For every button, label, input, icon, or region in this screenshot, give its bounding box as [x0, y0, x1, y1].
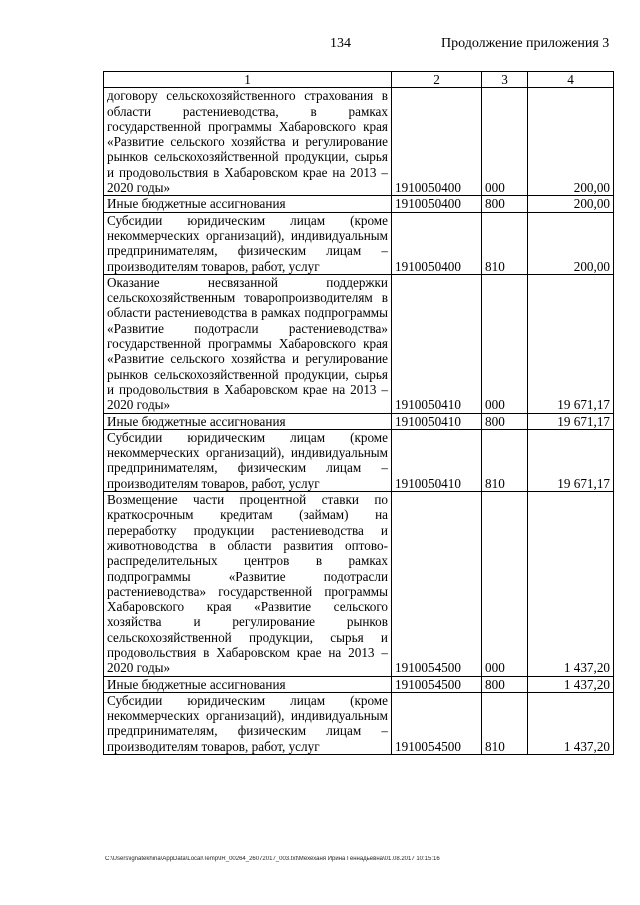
row-target-code: 1910050410 [392, 274, 482, 413]
budget-table [103, 71, 614, 755]
row-description: Субсидии юридическим лицам (кроме некоммерческих организаций), индивидуальным предпринимателям, физическим лицам – производителям товаров, работ, услуг [104, 429, 392, 491]
table-row [104, 274, 614, 413]
row-target-code: 1910050410 [392, 413, 482, 429]
file-path-footer: C:\Users\ignatekhina\AppData\Local\Temp\IR_00264_26072017_003.txt\Мехеханя Ирина Геннадьевна\01.08.2017 10:15:16 [105, 856, 440, 862]
row-description: Субсидии юридическим лицам (кроме некоммерческих организаций), индивидуальным предпринимателям, физическим лицам – производителям товаров, работ, услуг [104, 212, 392, 274]
row-target-code: 1910054500 [392, 676, 482, 692]
row-amount: 1 437,20 [528, 492, 614, 677]
row-amount: 19 671,17 [528, 429, 614, 491]
row-expense-type: 810 [482, 692, 528, 754]
table-row [104, 492, 614, 677]
row-description: Иные бюджетные ассигнования [104, 676, 392, 692]
row-amount: 1 437,20 [528, 676, 614, 692]
page-header [0, 36, 640, 56]
column-header: 1 [104, 72, 392, 88]
row-target-code: 1910050410 [392, 429, 482, 491]
row-expense-type: 810 [482, 212, 528, 274]
row-expense-type: 800 [482, 413, 528, 429]
row-description: договору сельскохозяйственного страхования в области растениеводства, в рамках государственной программы Хабаровского края «Развитие сельского хозяйства и регулирование рынков сельскохозяйственной продукции, сырья и продовольствия в Хабаровском крае на 2013 – 2020 годы» [104, 88, 392, 196]
row-description: Иные бюджетные ассигнования [104, 413, 392, 429]
row-target-code: 1910050400 [392, 196, 482, 212]
continuation-label: Продолжение приложения 3 [441, 36, 610, 51]
column-header: 4 [528, 72, 614, 88]
table-row [104, 88, 614, 196]
row-amount: 200,00 [528, 196, 614, 212]
row-expense-type: 000 [482, 492, 528, 677]
column-header: 3 [482, 72, 528, 88]
row-amount: 19 671,17 [528, 413, 614, 429]
row-expense-type: 800 [482, 676, 528, 692]
row-description: Иные бюджетные ассигнования [104, 196, 392, 212]
row-description: Субсидии юридическим лицам (кроме некоммерческих организаций), индивидуальным предпринимателям, физическим лицам – производителям товаров, работ, услуг [104, 692, 392, 754]
table-row [104, 676, 614, 692]
table-row [104, 692, 614, 754]
row-target-code: 1910054500 [392, 692, 482, 754]
row-target-code: 1910050400 [392, 212, 482, 274]
row-expense-type: 000 [482, 274, 528, 413]
row-target-code: 1910054500 [392, 492, 482, 677]
table-row [104, 212, 614, 274]
page-number: 134 [330, 36, 351, 51]
table-row [104, 196, 614, 212]
row-description: Возмещение части процентной ставки по краткосрочным кредитам (займам) на переработку продукции растениеводства и животноводства в области развития оптово-распределительных центров в рамках подпрограммы «Развитие подотрасли растениеводства» государственной программы Хабаровского края «Развитие сельского хозяйства и регулирование рынков сельскохозяйственной продукции, сырья и продовольствия в Хабаровском крае на 2013 – 2020 годы» [104, 492, 392, 677]
row-amount: 200,00 [528, 88, 614, 196]
row-amount: 19 671,17 [528, 274, 614, 413]
row-amount: 1 437,20 [528, 692, 614, 754]
row-expense-type: 810 [482, 429, 528, 491]
column-header: 2 [392, 72, 482, 88]
row-target-code: 1910050400 [392, 88, 482, 196]
table-row [104, 429, 614, 491]
row-expense-type: 000 [482, 88, 528, 196]
row-description: Оказание несвязанной поддержки сельскохозяйственным товаропроизводителям в области растениеводства в рамках подпрограммы «Развитие подотрасли растениеводства» государственной программы Хабаровского края «Развитие сельского хозяйства и регулирование рынков сельскохозяйственной продукции, сырья и продовольствия в Хабаровском крае на 2013 – 2020 годы» [104, 274, 392, 413]
row-expense-type: 800 [482, 196, 528, 212]
row-amount: 200,00 [528, 212, 614, 274]
table-header-row [104, 72, 614, 88]
table-row [104, 413, 614, 429]
